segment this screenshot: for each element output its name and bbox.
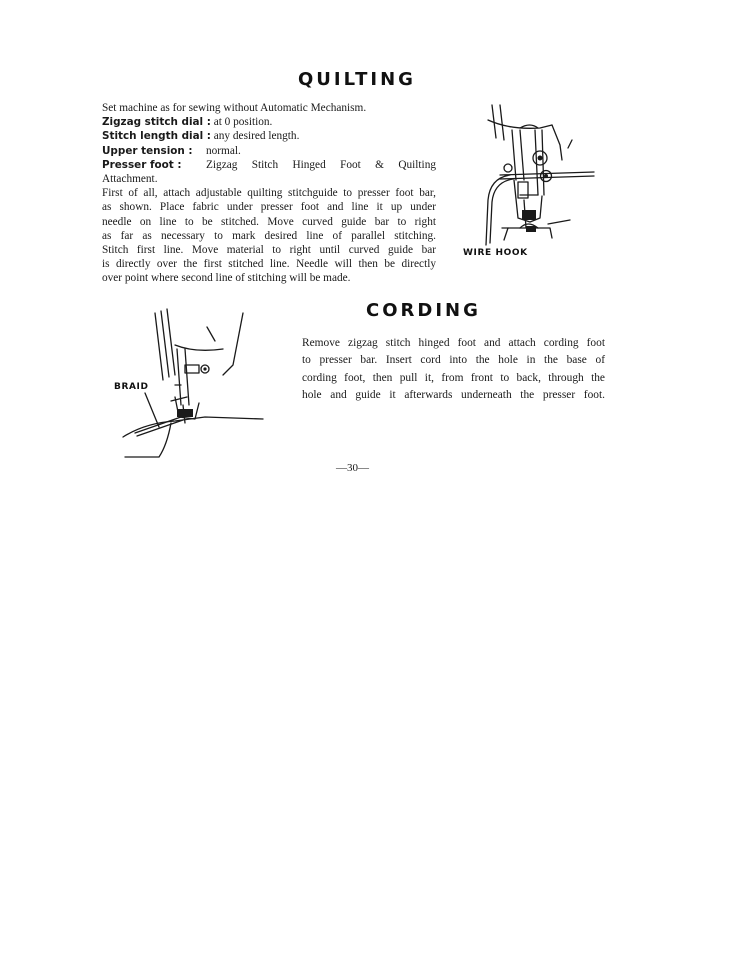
setting-stitch-length-dial <box>102 129 436 143</box>
cording-title: CORDING <box>366 300 481 321</box>
quilting-paragraph-line: as shown. Place fabric under presser foot and line it up under <box>102 201 436 214</box>
quilting-paragraph-line: needle on line to be stitched. Move curved guide bar to right <box>102 215 436 228</box>
cording-paragraph-line: cording foot, then pull it, from front to back, through the <box>302 371 605 384</box>
cording-paragraph-line: hole and guide it afterwards underneath the presser foot. <box>302 389 605 402</box>
setting-value: any desired length. <box>213 130 300 143</box>
cording-paragraph-line: Remove zigzag stitch hinged foot and attach cording foot <box>302 337 605 349</box>
quilting-paragraph-line: First of all, attach adjustable quilting stitchguide to presser foot bar, <box>102 187 436 200</box>
quilting-paragraph-line: as far as necessary to mark desired line of parallel stitching. <box>102 229 436 242</box>
quilting-paragraph-line: is directly over the first stitched line. Needle will then be directly <box>102 258 436 271</box>
setting-presser-foot <box>102 158 436 172</box>
attachment-line: Attachment. <box>102 173 158 186</box>
quilting-text <box>102 101 436 286</box>
braid-caption: BRAID <box>114 382 149 392</box>
setting-value: at 0 position. <box>213 116 273 129</box>
wire-hook-caption: WIRE HOOK <box>463 248 528 258</box>
setting-label: Presser foot : <box>102 158 182 171</box>
quilting-attachment-illustration <box>480 100 610 250</box>
setting-value: Zigzag Stitch Hinged Foot & Quilting <box>206 158 436 171</box>
quilting-paragraph-line: Stitch first line. Move material to right until curved guide bar <box>102 244 436 257</box>
cording-text <box>302 335 605 405</box>
quilting-paragraph-line: over point where second line of stitching will be made. <box>102 272 351 285</box>
setting-label: Upper tension : <box>102 144 193 157</box>
quilting-title: QUILTING <box>298 69 416 90</box>
setting-upper-tension <box>102 144 436 158</box>
setting-label: Zigzag stitch dial : <box>102 116 211 129</box>
setting-label: Stitch length dial : <box>102 130 211 143</box>
setting-value: normal. <box>206 144 241 157</box>
quilting-intro: Set machine as for sewing without Automatic Mechanism. <box>102 102 367 114</box>
cording-paragraph-line: to presser bar. Insert cord into the hole in the base of <box>302 354 605 367</box>
page-number: —30— <box>336 462 369 474</box>
setting-zigzag-dial <box>102 115 436 129</box>
